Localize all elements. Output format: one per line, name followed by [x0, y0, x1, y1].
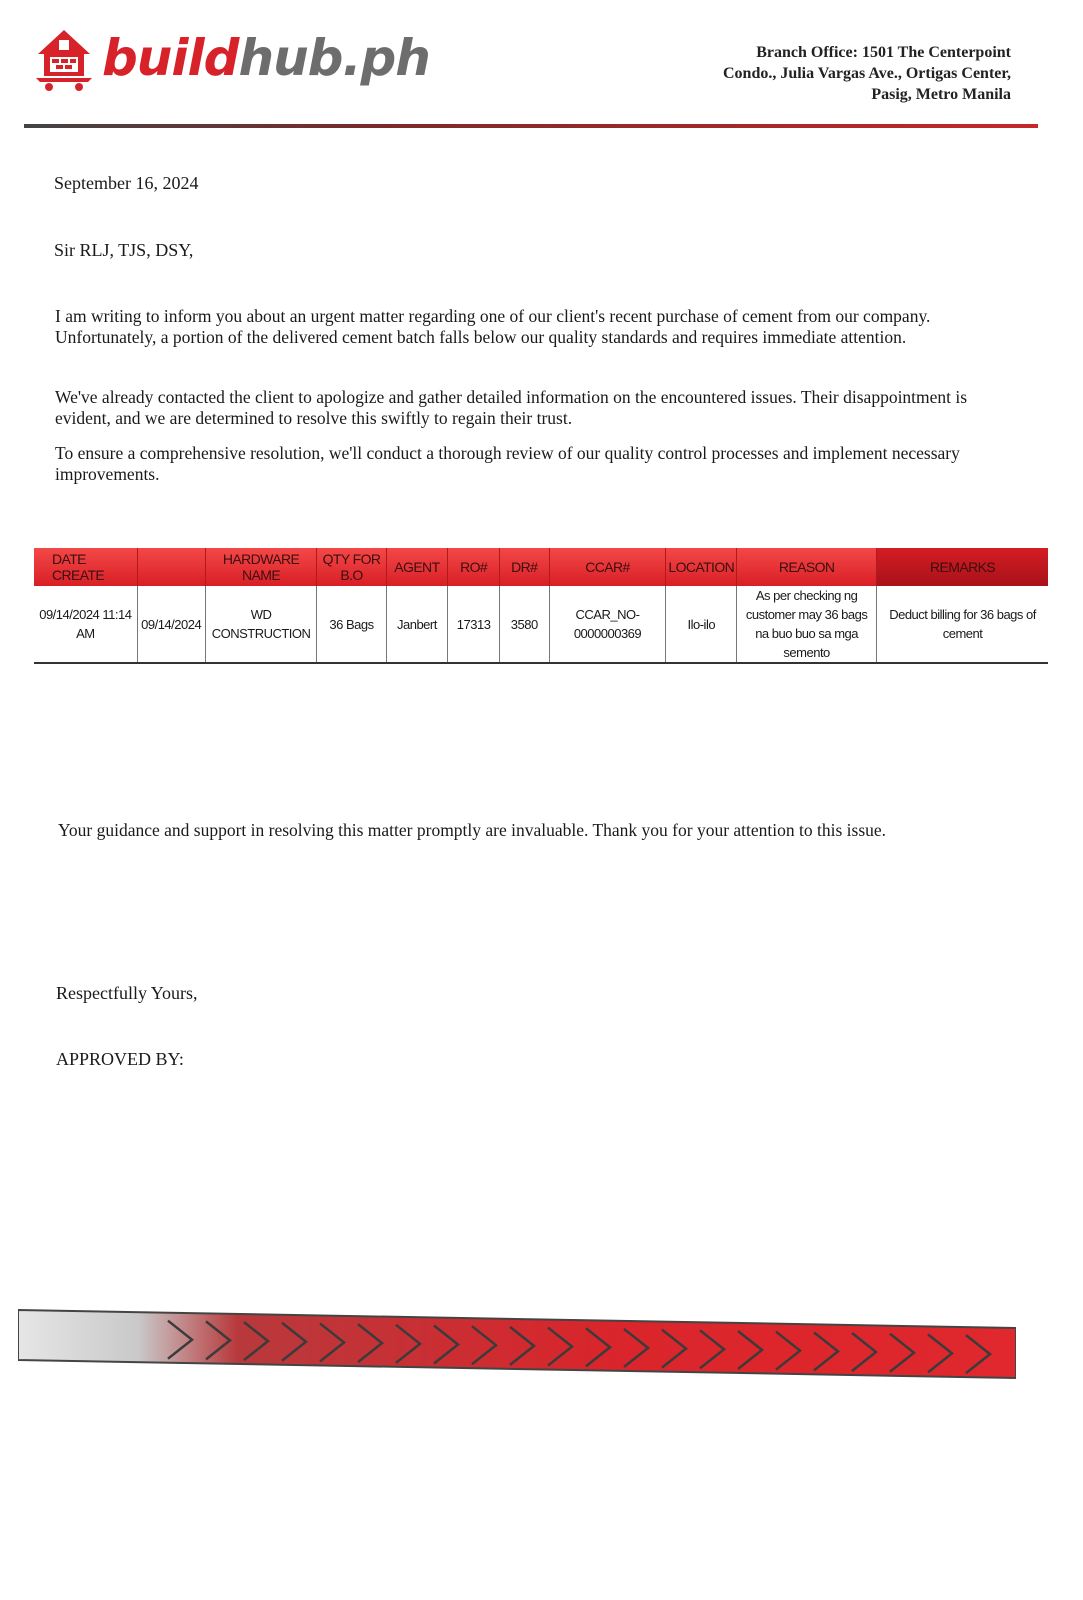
cell-agent: Janbert	[386, 586, 448, 663]
col-hardware-name: HARDWARE NAME	[205, 548, 317, 586]
letter-salutation: Sir RLJ, TJS, DSY,	[54, 240, 194, 260]
col-ccar: CCAR#	[549, 548, 666, 586]
brand-name-bold: build	[102, 29, 239, 87]
col-qty: QTY FOR B.O	[317, 548, 386, 586]
col-date	[137, 548, 205, 586]
cell-date-create: 09/14/2024 11:14 AM	[34, 586, 137, 663]
house-cart-logo-icon	[32, 24, 96, 92]
sign-off: Respectfully Yours,	[56, 983, 198, 1003]
brand-name-rest: hub.ph	[238, 29, 430, 87]
closing-paragraph: Your guidance and support in resolving this matter promptly are invaluable. Thank you for your attention to this issue.	[58, 820, 887, 840]
paragraph-3: To ensure a comprehensive resolution, we'll conduct a thorough review of our quality control processes and implement necessary improvements.	[55, 443, 960, 484]
paragraph-1: I am writing to inform you about an urgent matter regarding one of our client's recent purchase of cement from our company. Unfortunately, a portion of the delivered cement batch falls below our quality standards and requires immediate attention.	[55, 306, 931, 347]
letter-date: September 16, 2024	[54, 173, 199, 193]
cell-remarks: Deduct billing for 36 bags of cement	[877, 586, 1048, 663]
company-logo	[32, 24, 430, 92]
approved-by-label: APPROVED BY:	[56, 1049, 184, 1069]
col-dr: DR#	[499, 548, 549, 586]
cell-reason: As per checking ng customer may 36 bags na buo buo sa mga semento	[737, 586, 877, 663]
col-location: LOCATION	[666, 548, 737, 586]
company-name	[102, 29, 430, 87]
col-remarks: REMARKS	[877, 548, 1048, 586]
branch-line-2: Condo., Julia Vargas Ave., Ortigas Center,	[722, 65, 1011, 82]
footer-chevron-band	[18, 1308, 1016, 1380]
paragraph-2: We've already contacted the client to apologize and gather detailed information on the encountered issues. Their disappointment is evident, and we are determined to resolve this swiftly to regain their trust.	[55, 387, 968, 428]
col-agent: AGENT	[386, 548, 448, 586]
table-header-row	[34, 548, 1048, 586]
cell-location: Ilo-ilo	[666, 586, 737, 663]
cell-hardware-name: WD CONSTRUCTION	[205, 586, 317, 663]
cell-dr: 3580	[499, 586, 549, 663]
branch-line-3: Pasig, Metro Manila	[871, 86, 1011, 103]
cell-ccar: CCAR_NO-0000000369	[549, 586, 666, 663]
back-order-table	[34, 548, 1048, 664]
cell-date: 09/14/2024	[137, 586, 205, 663]
cell-qty: 36 Bags	[317, 586, 386, 663]
col-ro: RO#	[448, 548, 500, 586]
table-row	[34, 586, 1048, 663]
header-divider	[24, 124, 1038, 128]
cell-ro: 17313	[448, 586, 500, 663]
branch-address	[723, 42, 1011, 105]
col-date-create: DATE CREATE	[34, 548, 137, 586]
col-reason: REASON	[737, 548, 877, 586]
branch-line-1: Branch Office: 1501 The Centerpoint	[756, 44, 1011, 61]
